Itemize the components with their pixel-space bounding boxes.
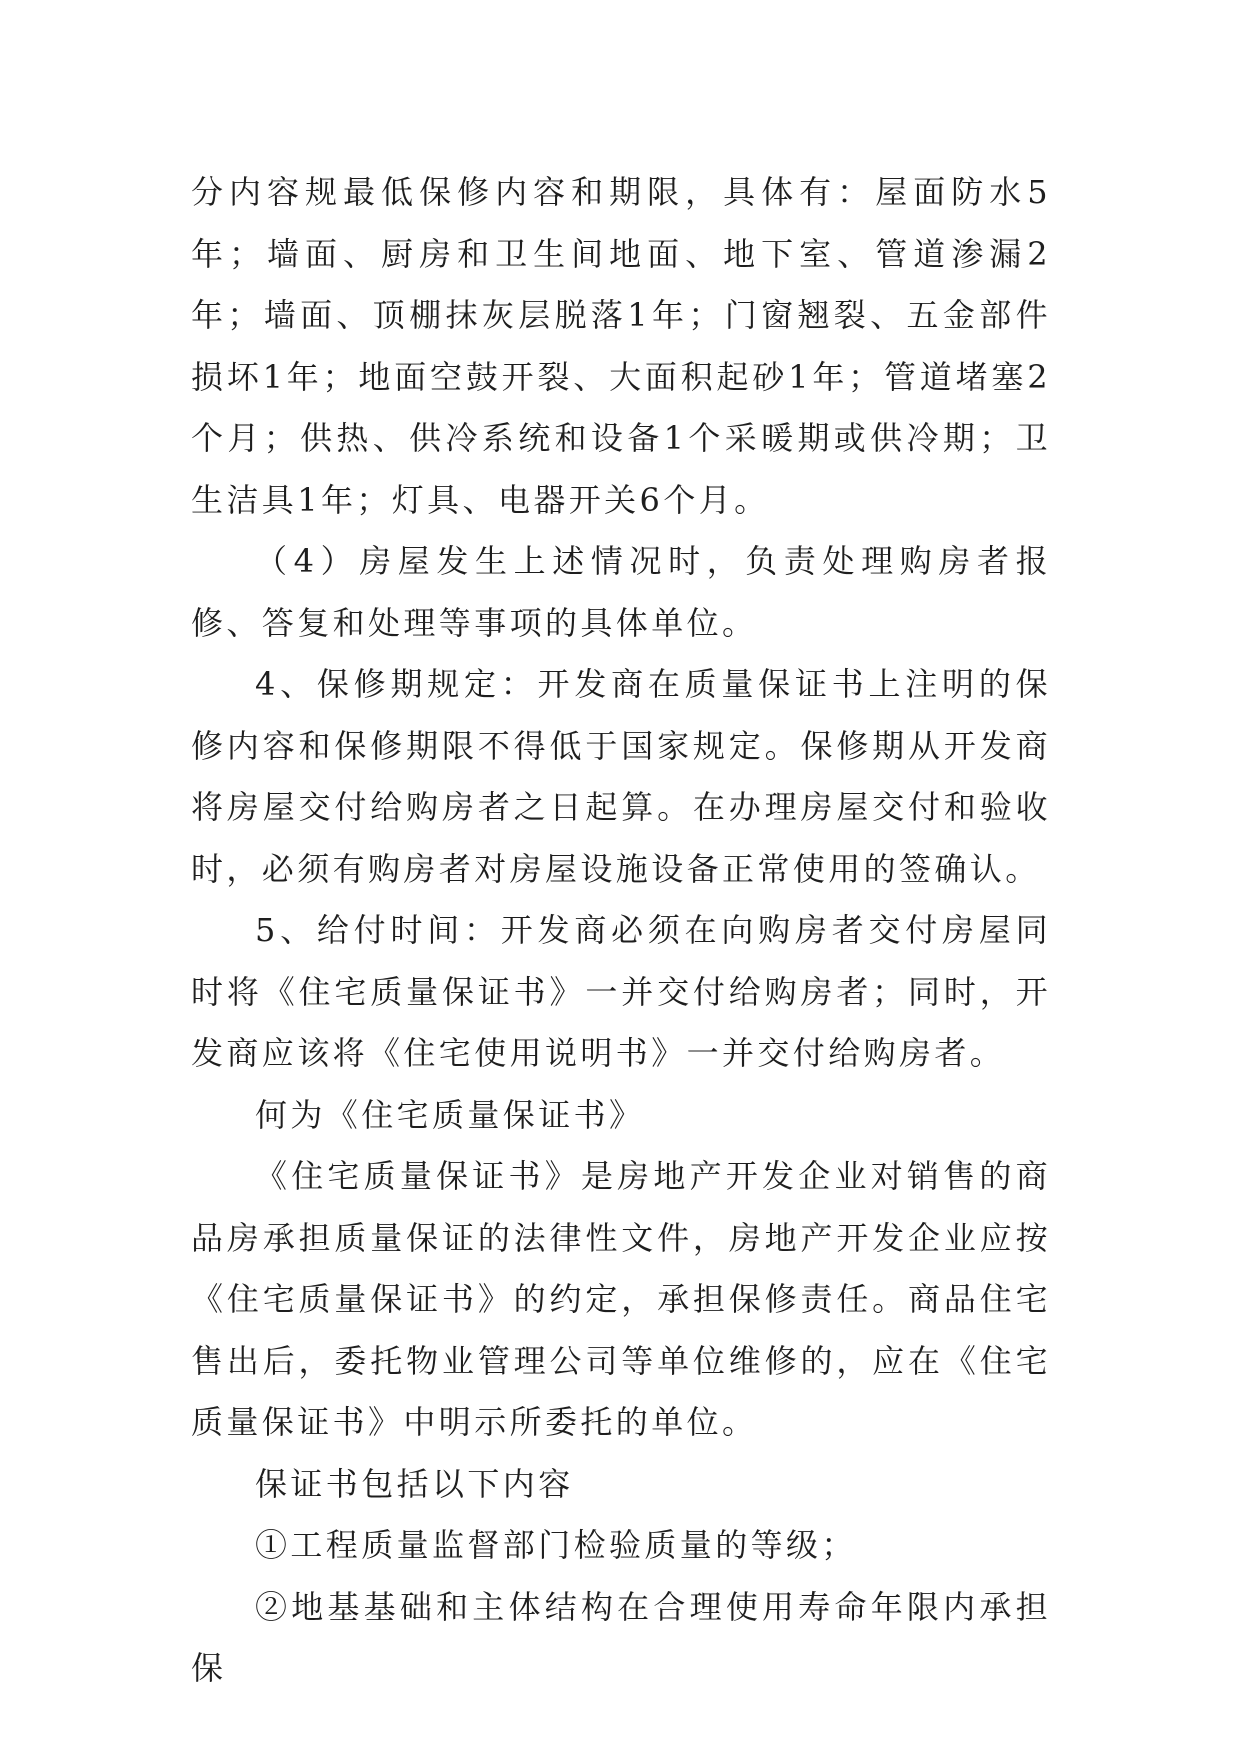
document-body	[191, 162, 1051, 1700]
paragraph-warranty-periods: 分内容规最低保修内容和期限，具体有：屋面防水5年；墙面、厨房和卫生间地面、地下室、管道渗漏2年；墙面、顶棚抹灰层脱落1年；门窗翘裂、五金部件损坏1年；地面空鼓开裂、大面积起砂1年；管道堵塞2个月；供热、供冷系统和设备1个采暖期或供冷期；卫生洁具1年；灯具、电器开关6个月。	[191, 173, 1051, 519]
paragraph-warranty-rules: 4、保修期规定：开发商在质量保证书上注明的保修内容和保修期限不得低于国家规定。保修期从开发商将房屋交付给购房者之日起算。在办理房屋交付和验收时，必须有购房者对房屋设施设备正常使用的签确认。	[191, 665, 1051, 888]
list-heading: 保证书包括以下内容	[255, 1464, 574, 1503]
section-heading: 何为《住宅质量保证书》	[255, 1095, 645, 1134]
paragraph-definition: 《住宅质量保证书》是房地产开发企业对销售的商品房承担质量保证的法律性文件，房地产开发企业应按《住宅质量保证书》的约定，承担保修责任。商品住宅售出后，委托物业管理公司等单位维修的，应在《住宅质量保证书》中明示所委托的单位。	[191, 1157, 1051, 1441]
list-item-1: ①工程质量监督部门检验质量的等级；	[255, 1526, 857, 1564]
paragraph-delivery-time: 5、给付时间：开发商必须在向购房者交付房屋同时将《住宅质量保证书》一并交付给购房者；同时，开发商应该将《住宅使用说明书》一并交付给购房者。	[191, 911, 1051, 1072]
list-item-2: ②地基基础和主体结构在合理使用寿命年限内承担保	[191, 1587, 1051, 1687]
paragraph-repair-unit: （4）房屋发生上述情况时，负责处理购房者报修、答复和处理等事项的具体单位。	[191, 542, 1051, 642]
